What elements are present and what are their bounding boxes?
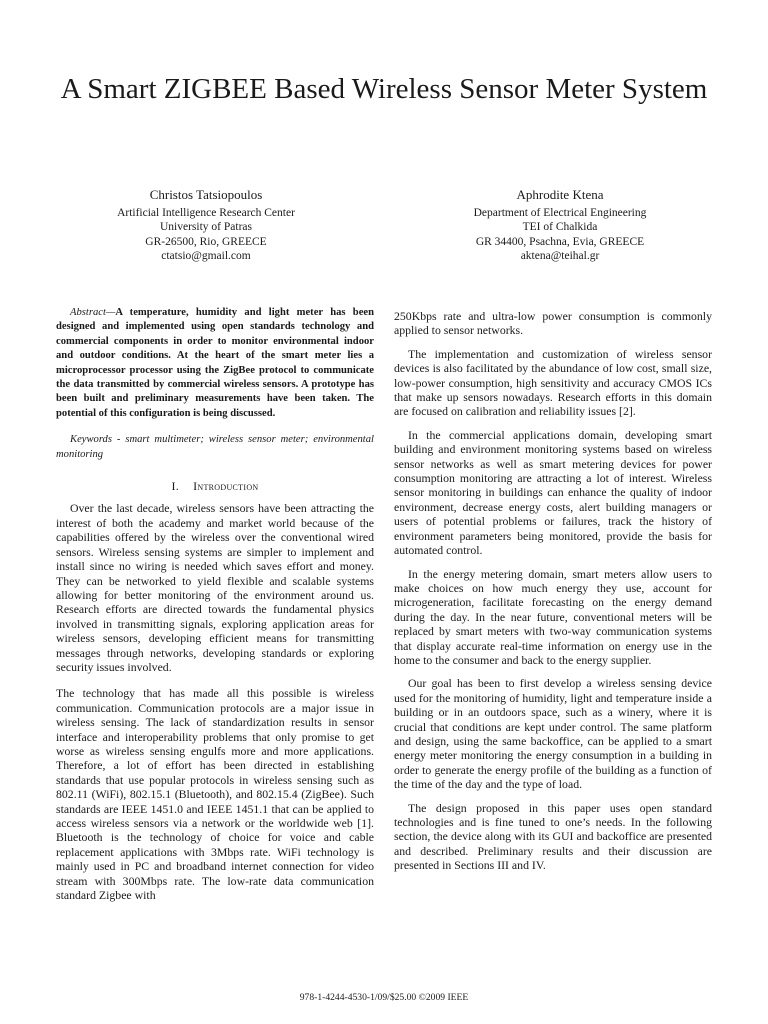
- body-paragraph: Over the last decade, wireless sensors have been attracting the interest of both the academy and market world because of the capabilities offered by the wireless over the conventional wired sensors. Wireless sensing systems are simpler to implement and install since no wiring is needed which saves effort and money. They can be networked to yield flexible and scalable systems allowing for better monitoring of the environment around us. Research efforts are directed towards the fundamental physics involved in transmitting signals, exploring application areas for wireless sensors, developing efficient means for transmitting messages through networks, developing standards or exploring security issues involved.: [56, 501, 374, 674]
- author-address: GR-26500, Rio, GREECE: [145, 235, 267, 248]
- author-block-2: [410, 188, 710, 264]
- author-email: ctatsio@gmail.com: [161, 250, 251, 263]
- section-heading: [56, 479, 374, 493]
- abstract-text: A temperature, humidity and light meter has been designed and implemented using open standards technology and commercial components in order to monitor environmental indoor and outdoor conditions. At the heart of the smart meter lies a microprocessor processor using the ZigBee protocol to communicate the data transmitted by commercial wireless sensors. A prototype has been built and preliminary measurements have been taken. The potential of this configuration is being discussed.: [56, 307, 374, 419]
- left-column: [56, 306, 374, 911]
- body-paragraph: Our goal has been to first develop a wireless sensing device used for the monitoring of humidity, light and temperature inside a building or in an outdoors space, such as a winery, where it is crucial that conditions are kept under control. The same platform and design, using the same backoffice, can be applied to a smart energy meter monitoring the energy consumption in a building in order to generate the energy profile of the building as a function of the time of the day and the type of load.: [394, 676, 712, 792]
- abstract: [56, 306, 374, 421]
- author-institution: University of Patras: [160, 221, 252, 234]
- author-email: aktena@teihal.gr: [520, 250, 600, 263]
- body-paragraph: The technology that has made all this possible is wireless communication. Communication protocols are a major issue in wireless sensing. The lack of standardization results in sensor interface and interoperability problems that only promise to get worse as wireless sensing engulfs more and more applications. Therefore, a lot of effort has been directed in establishing standards that use popular protocols in wireless sensing such as 802.11 (WiFi), 802.15.1 (Bluetooth), and 802.15.4 (ZigBee). Such standards are IEEE 1451.0 and IEEE 1451.1 that can be applied to access wireless sensors via a network or the worldwide web [1]. Bluetooth is the technology of choice for voice and cable replacement applications with 3Mbps rate. WiFi technology is mainly used in PC and broadband internet connection for video stream with 300Mbps rate. The low-rate data communication standard Zigbee with: [56, 686, 374, 903]
- abstract-label: Abstract—: [70, 307, 116, 318]
- author-institution: TEI of Chalkida: [522, 221, 598, 234]
- body-paragraph: In the commercial applications domain, developing smart building and environment monitoring systems based on wireless sensor networks as well as smart metering devices for power consumption monitoring are attracting a lot of interest. Wireless sensor monitoring in buildings can enhance the quality of indoor environment, decrease energy costs, alert building managers or users of potential problems or failures, track the history of environment parameters being monitored, provide the basis for automated control.: [394, 427, 712, 558]
- section-title: Introduction: [193, 479, 259, 494]
- body-paragraph: In the energy metering domain, smart meters allow users to make choices on how much energy they use, account for microgeneration, facilitate forecasting on the energy demand during the day. In the near future, conventional meters will be replaced by smart meters with two-way communication systems that display accurate real-time information on energy use in the home to the consumer and back to the energy supplier.: [394, 566, 712, 667]
- paper-title: A Smart ZIGBEE Based Wireless Sensor Meter System: [60, 73, 708, 105]
- body-paragraph: 250Kbps rate and ultra-low power consumption is commonly applied to sensor networks.: [394, 309, 712, 338]
- section-number: I.: [171, 479, 180, 494]
- body-paragraph: The implementation and customization of wireless sensor devices is also facilitated by the abundance of low cost, small size, low-power consumption, high sensitivity and accuracy CMOS ICs that make up sensors nowadays. Research efforts in this domain are focused on calibration and reliability issues [2].: [394, 346, 712, 419]
- body-paragraph: The design proposed in this paper uses open standard technologies and is fine tuned to one’s needs. In the following section, the device along with its GUI and backoffice are presented and described. Preliminary results and their discussion are presented in Sections III and IV.: [394, 800, 712, 873]
- author-affiliation: Department of Electrical Engineering: [473, 206, 647, 219]
- keywords: Keywords - smart multimeter; wireless sensor meter; environmental monitoring: [56, 434, 374, 460]
- copyright-footer: 978-1-4244-4530-1/09/$25.00 ©2009 IEEE: [299, 992, 469, 1003]
- author-name: Aphrodite Ktena: [516, 187, 604, 202]
- author-block-1: [56, 188, 356, 264]
- right-column: [394, 309, 712, 882]
- author-name: Christos Tatsiopoulos: [149, 187, 263, 202]
- author-affiliation: Artificial Intelligence Research Center: [117, 206, 295, 219]
- author-address: GR 34400, Psachna, Evia, GREECE: [475, 235, 645, 248]
